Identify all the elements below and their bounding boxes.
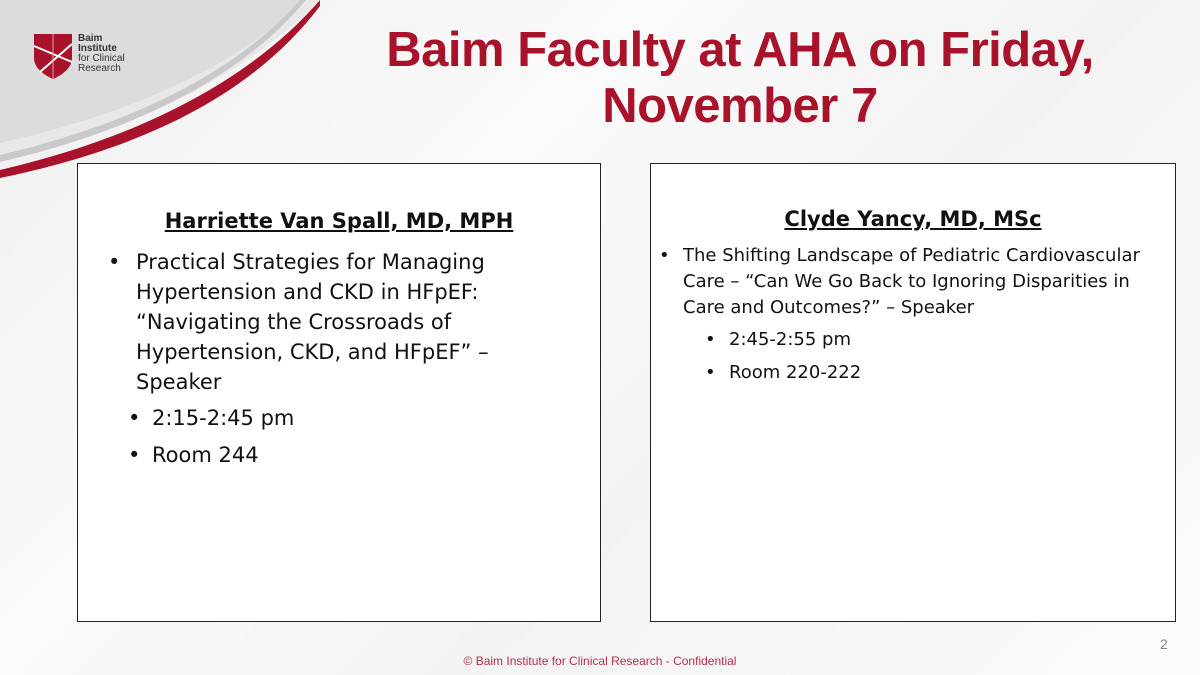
title-line-2: November 7 [602,79,878,133]
logo-line-4: Research [78,63,121,74]
talk-time: 2:45-2:55 pm [729,329,852,350]
bullet-icon: • [705,362,716,383]
bullet-icon: • [705,329,716,350]
title-line-1: Baim Faculty at AHA on Friday, [386,23,1094,77]
talk-item [659,243,1155,321]
corner-swoosh-decoration [0,0,320,180]
talk-details [705,323,1175,389]
logo-line-3: for Clinical [78,53,125,64]
talk-details [128,400,600,474]
talk-item [108,247,560,397]
logo-line-2: Institute [78,43,117,54]
faculty-name: Clyde Yancy, MD, MSc [784,207,1042,231]
page-number: 2 [1160,636,1168,652]
shield-icon [32,32,74,80]
talk-room-item [705,356,1175,389]
faculty-card-left [77,163,601,622]
slide-title [300,22,1180,134]
logo-wordmark [78,34,125,74]
talk-room: Room 220-222 [729,362,862,383]
talk-title: Practical Strategies for Managing Hypertension and CKD in HFpEF: “Navigating the Crossroads of Hypertension, CKD, and HFpEF” – Speaker [136,250,489,394]
bullet-icon: • [108,250,121,274]
talk-time: 2:15-2:45 pm [152,406,295,430]
bullet-icon: • [128,443,141,467]
faculty-card-right [650,163,1176,622]
talk-room-item [128,437,600,474]
faculty-name: Harriette Van Spall, MD, MPH [164,209,514,233]
talk-room: Room 244 [152,443,259,467]
talk-time-item [128,400,600,437]
bullet-icon: • [659,245,670,266]
footer-confidential: © Baim Institute for Clinical Research - Confidential [463,654,737,668]
baim-logo [32,32,125,80]
bullet-icon: • [128,406,141,430]
talk-title: The Shifting Landscape of Pediatric Cardiovascular Care – “Can We Go Back to Ignoring Disparities in Care and Outcomes?” – Speaker [683,245,1140,318]
talk-time-item [705,323,1175,356]
logo-line-1: Baim [78,33,103,44]
